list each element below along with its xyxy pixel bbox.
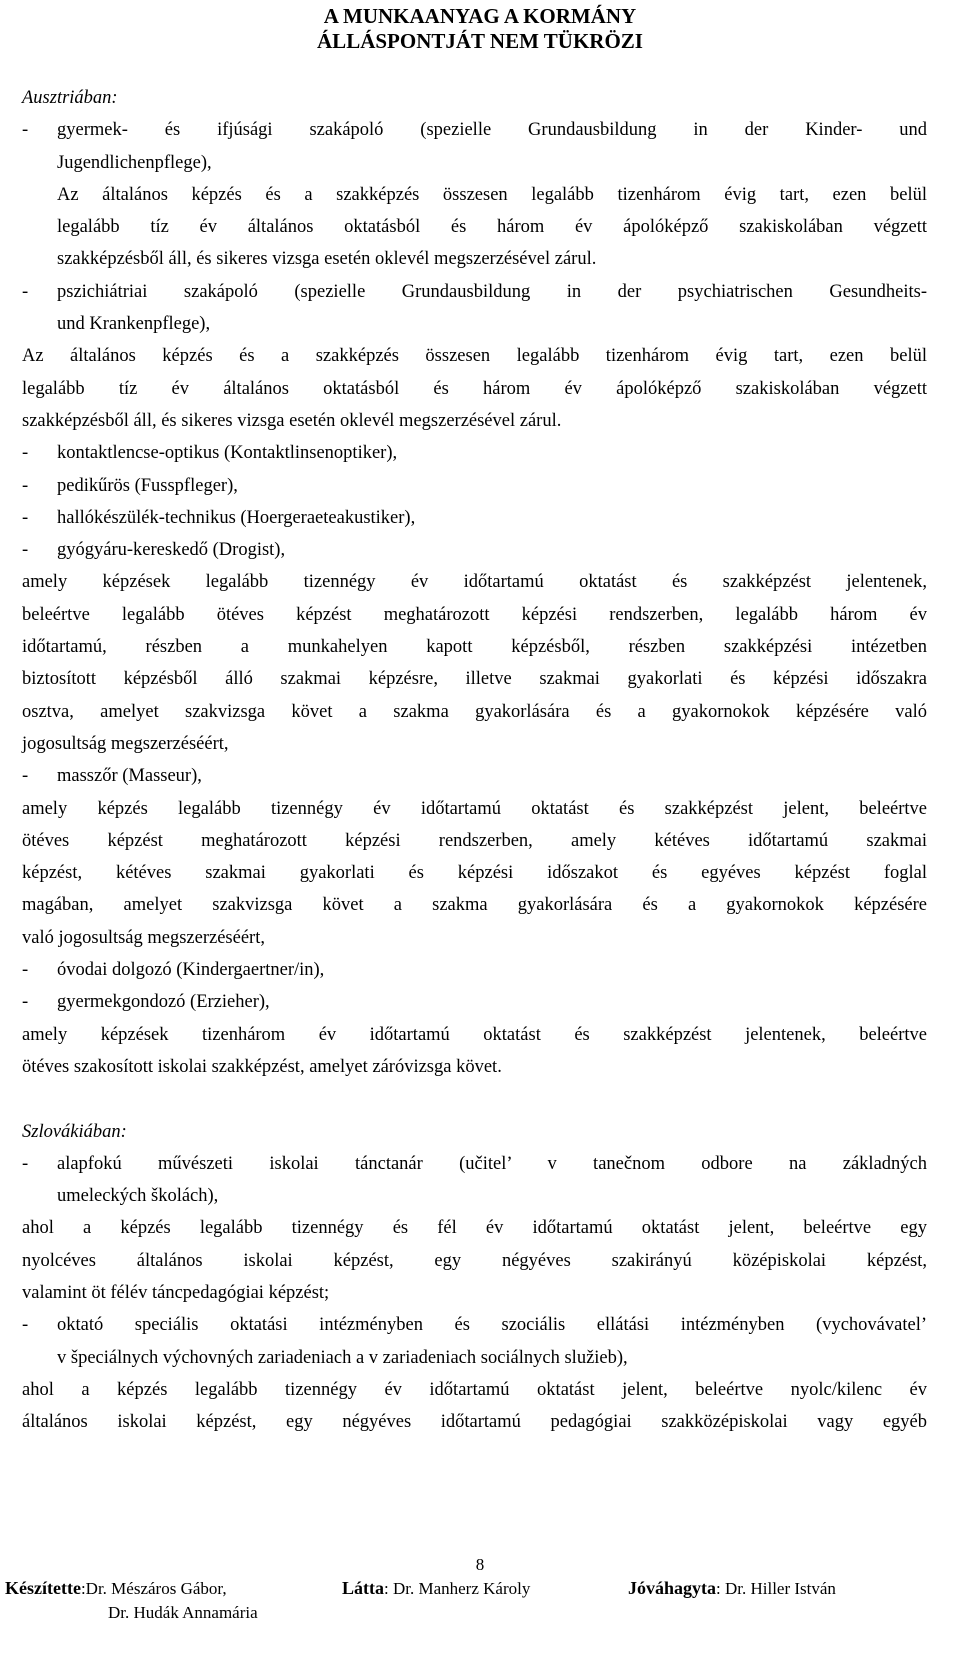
document-body — [22, 82, 927, 1438]
section-spacer — [22, 1083, 927, 1115]
list-item-continuation: und Krankenpflege), — [57, 314, 211, 335]
list-item: - óvodai dolgozó (Kindergaertner/in), — [22, 954, 927, 986]
paragraph-line: osztva, amelyet szakvizsga követ a szakma gyakorlására és a gyakornokok képzésére való — [22, 701, 927, 722]
list-item: - pszichiátriai szakápoló (spezielle Grundausbildung in der psychiatrischen Gesundheits- — [22, 276, 927, 308]
dash: - — [22, 443, 29, 464]
prepared-by-2: Dr. Hudák Annamária — [108, 1603, 258, 1622]
list-item: - gyermek- és ifjúsági szakápoló (spezielle Grundausbildung in der Kinder- und — [22, 114, 927, 146]
page-header — [0, 4, 960, 54]
paragraph-line: ötéves szakosított iskolai szakképzést, amelyet záróvizsga követ. — [22, 1056, 502, 1077]
paragraph-line: legalább tíz év általános oktatásból és három év ápolóképző szakiskolában végzett — [22, 378, 927, 399]
list-item: - oktató speciális oktatási intézményben és szociális ellátási intézményben (vychovávatel’ — [22, 1309, 927, 1341]
austria-heading: Ausztriában: — [22, 88, 118, 108]
paragraph-line: valamint öt félév táncpedagógiai képzést; — [22, 1282, 330, 1303]
dash: - — [22, 960, 29, 981]
list-item: - pedikűrös (Fusspfleger), — [22, 470, 927, 502]
list-item-continuation: umeleckých školách), — [57, 1186, 219, 1207]
paragraph-line: legalább tíz év általános oktatásból és három év ápolóképző szakiskolában végzett — [57, 217, 927, 238]
prepared-by: :Dr. Mészáros Gábor, — [80, 1579, 227, 1598]
list-item: - gyermekgondozó (Erzieher), — [22, 986, 927, 1018]
paragraph-line: ahol a képzés legalább tizennégy év időtartamú oktatást jelent, beleértve nyolc/kilenc év — [22, 1379, 927, 1400]
dash: - — [22, 120, 29, 141]
paragraph-line: biztosított képzésből álló szakmai képzésre, illetve szakmai gyakorlati és képzési időszakra — [22, 669, 927, 690]
approved-label: Jóváhagyta — [628, 1578, 717, 1598]
paragraph-line: ahol a képzés legalább tizennégy és fél év időtartamú oktatást jelent, beleértve egy — [22, 1218, 927, 1239]
paragraph-line: nyolcéves általános iskolai képzést, egy négyéves szakirányú középiskolai képzést, — [22, 1250, 927, 1271]
dash: - — [22, 475, 29, 496]
list-item: - masszőr (Masseur), — [22, 760, 927, 792]
paragraph-line: általános iskolai képzést, egy négyéves időtartamú pedagógiai szakközépiskolai vagy egyéb — [22, 1412, 927, 1433]
footer-prepared — [5, 1576, 258, 1625]
seen-label: Látta — [342, 1578, 384, 1598]
prepared-label: Készítette — [5, 1578, 81, 1598]
list-item-continuation: Jugendlichenpflege), — [57, 152, 212, 173]
paragraph-line: képzést, kétéves szakmai gyakorlati és képzési időszakot és egyéves képzést foglal — [22, 863, 927, 884]
paragraph-line: Az általános képzés és a szakképzés összesen legalább tizenhárom évig tart, ezen belül — [22, 346, 927, 367]
paragraph-line: amely képzések tizenhárom év időtartamú oktatást és szakképzést jelentenek, beleértve — [22, 1024, 927, 1045]
paragraph-line: szakképzésből áll, és sikeres vizsga esetén oklevél megszerzésével zárul. — [22, 410, 562, 431]
header-line-2: ÁLLÁSPONTJÁT NEM TÜKRÖZI — [317, 29, 643, 53]
slovakia-heading: Szlovákiában: — [22, 1121, 127, 1142]
footer-approved — [628, 1576, 836, 1601]
list-item: - hallókészülék-technikus (Hoergeraeteakustiker), — [22, 502, 927, 534]
footer-seen — [342, 1576, 530, 1601]
paragraph-line: amely képzések legalább tizennégy év időtartamú oktatást és szakképzést jelentenek, — [22, 572, 927, 593]
dash: - — [22, 281, 29, 302]
dash: - — [22, 766, 29, 787]
dash: - — [22, 507, 29, 528]
paragraph-line: amely képzés legalább tizennégy év időtartamú oktatást és szakképzést jelent, beleértve — [22, 798, 927, 819]
list-item-continuation: v špeciálnych výchovných zariadeniach a v zariadeniach sociálnych služieb), — [57, 1347, 628, 1368]
paragraph-line: beleértve legalább ötéves képzést meghatározott képzési rendszerben, legalább három év — [22, 604, 927, 625]
paragraph-line: időtartamú, részben a munkahelyen kapott képzésből, részben szakképzési intézetben — [22, 637, 927, 658]
dash: - — [22, 540, 29, 561]
list-item: - gyógyáru-kereskedő (Drogist), — [22, 534, 927, 566]
header-line-1: A MUNKAANYAG A KORMÁNY — [323, 4, 637, 28]
list-item: - kontaktlencse-optikus (Kontaktlinsenoptiker), — [22, 437, 927, 469]
dash: - — [22, 1315, 29, 1336]
dash: - — [22, 1153, 29, 1174]
paragraph-line: szakképzésből áll, és sikeres vizsga esetén oklevél megszerzésével zárul. — [57, 249, 597, 270]
seen-by: : Dr. Manherz Károly — [384, 1579, 531, 1598]
paragraph-line: magában, amelyet szakvizsga követ a szakma gyakorlására és a gyakornokok képzésére — [22, 895, 927, 916]
dash: - — [22, 992, 29, 1013]
paragraph-line: jogosultság megszerzéséért, — [22, 733, 229, 754]
list-item: - alapfokú művészeti iskolai tánctanár (učitel’ v tanečnom odbore na základných — [22, 1148, 927, 1180]
paragraph-line: való jogosultság megszerzéséért, — [22, 927, 265, 948]
approved-by: : Dr. Hiller István — [716, 1579, 836, 1598]
paragraph-line: Az általános képzés és a szakképzés összesen legalább tizenhárom évig tart, ezen belül — [57, 184, 927, 205]
paragraph-line: ötéves képzést meghatározott képzési rendszerben, amely kétéves időtartamú szakmai — [22, 830, 927, 851]
page-number: 8 — [475, 1555, 485, 1574]
